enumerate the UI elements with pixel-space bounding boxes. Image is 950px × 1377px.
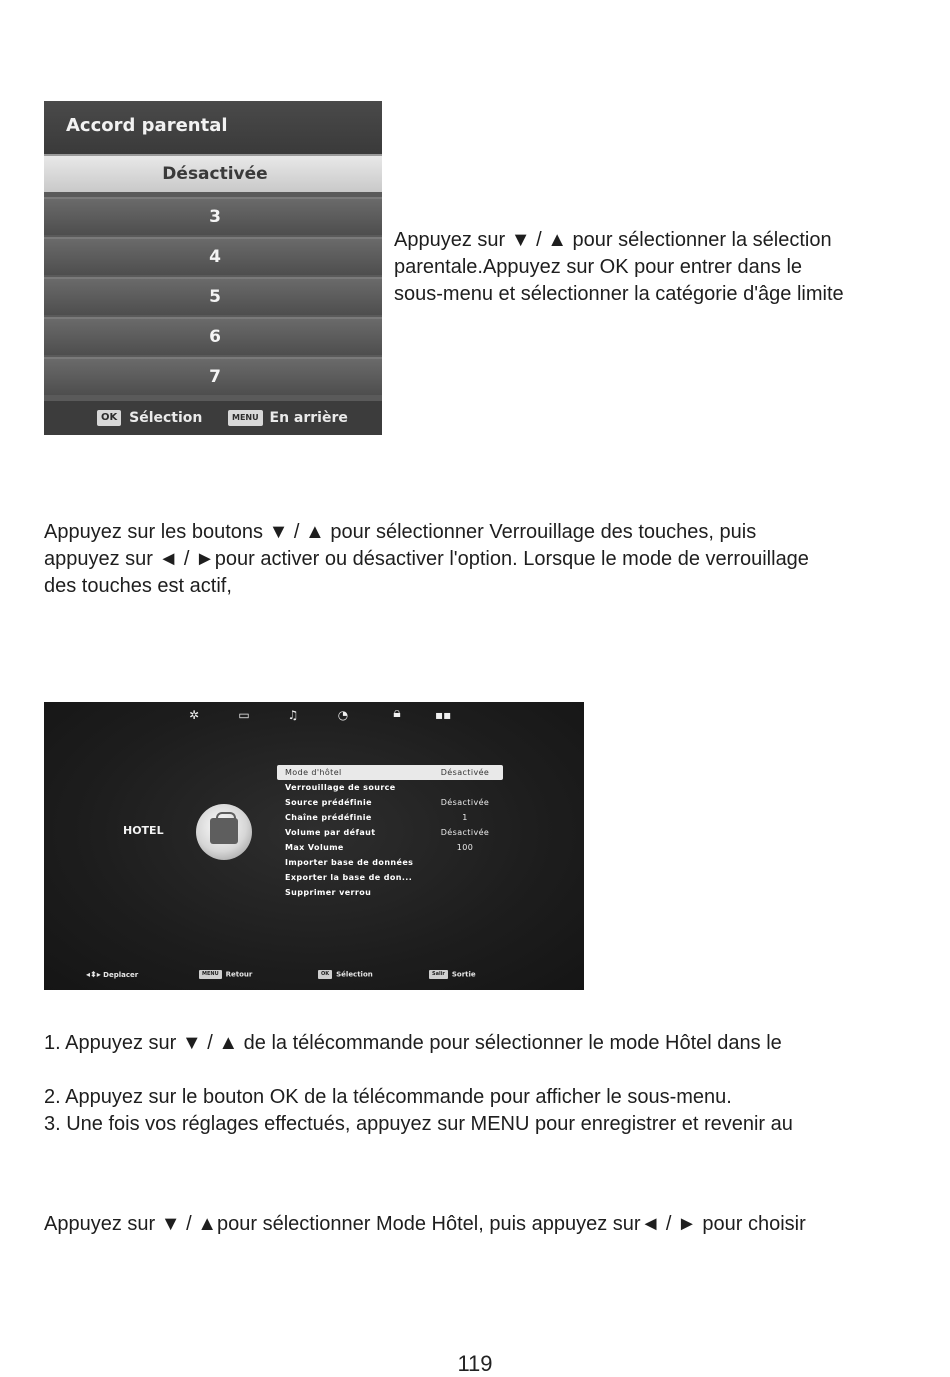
hotel-item-max-volume: Max Volume 100 [285,843,474,852]
page-number: 119 [457,1351,493,1376]
parental-item-4: 4 [44,237,382,275]
hotel-item-export-db: Exporter la base de don... [285,873,413,882]
parental-menu-title: Accord parental [44,101,382,154]
hotel-menu-footer [44,968,584,984]
hotel-menu-list [277,765,503,900]
hotel-mode-description: Appuyez sur ▼ / ▲pour sélectionner Mode Hôtel, puis appuyez sur◄ / ► pour choisir [44,1213,806,1235]
music-icon: ♫ [287,708,299,722]
exit-label: Sortie [451,970,476,979]
parental-item-desactivee: Désactivée [44,154,382,192]
hotel-item-source-lock: Verrouillage de source [285,783,396,792]
ok-key: OK [97,410,121,426]
hotel-item-default-source: Source prédéfinie Désactivée [285,798,490,807]
select-label: Sélection [336,970,373,979]
hotel-steps [44,1030,793,1138]
parental-item-6: 6 [44,317,382,355]
exit-key: Salir [429,970,448,979]
back-label: En arrière [269,410,348,426]
hotel-menu-screenshot [44,702,584,990]
parental-item-7: 7 [44,357,382,395]
hotel-step-1: 1. Appuyez sur ▼ / ▲ de la télécommande pour sélectionner le mode Hôtel dans le [44,1032,782,1054]
hotel-side-label: HOTEL [123,824,164,837]
keylock-description: Appuyez sur les boutons ▼ / ▲ pour sélectionner Verrouillage des touches, puis appuyez sur ◄ / ►pour activer ou désactiver l'option. Lorsque le mode de verrouillage des touches est actif, [44,521,809,597]
menu-key: MENU [199,970,222,979]
lock-icon: 🔒︎ [393,705,401,721]
hotel-item-import-db: Importer base de données [285,858,414,867]
apps-icon: ▪▪ [435,708,452,722]
parental-item-5: 5 [44,277,382,315]
menu-key: MENU [228,410,263,426]
hotel-step-3: 3. Une fois vos réglages effectués, appuyez sur MENU pour enregistrer et revenir au [44,1113,793,1135]
clock-icon: ◔ [337,708,349,722]
hotel-item-clear-lock: Supprimer verrou [285,888,372,897]
parental-description: Appuyez sur ▼ / ▲ pour sélectionner la sélection parentale.Appuyez sur OK pour entrer dans le sous-menu et sélectionner la catégorie d'âge limite [394,229,844,305]
ok-key: OK [318,970,332,979]
hotel-lock-icon [196,804,252,860]
hotel-menu-icon-bar [44,705,584,728]
ok-label: Sélection [129,410,203,426]
hotel-item-mode: Mode d'hôtel Désactivée [277,765,503,780]
move-arrows-icon: ◂⬍▸ [86,970,101,979]
monitor-icon: ▭ [238,708,250,722]
hotel-item-default-channel: Chaîne prédéfinie 1 [285,813,468,822]
parental-item-3: 3 [44,197,382,235]
hotel-step-2: 2. Appuyez sur le bouton OK de la télécommande pour afficher le sous-menu. [44,1086,732,1108]
gear-icon: ✲ [188,708,200,722]
parental-menu-footer [44,401,382,435]
parental-menu-screenshot [44,101,382,435]
move-label: Deplacer [103,971,139,979]
hotel-item-default-volume: Volume par défaut Désactivée [285,828,490,837]
back-label: Retour [225,970,253,979]
